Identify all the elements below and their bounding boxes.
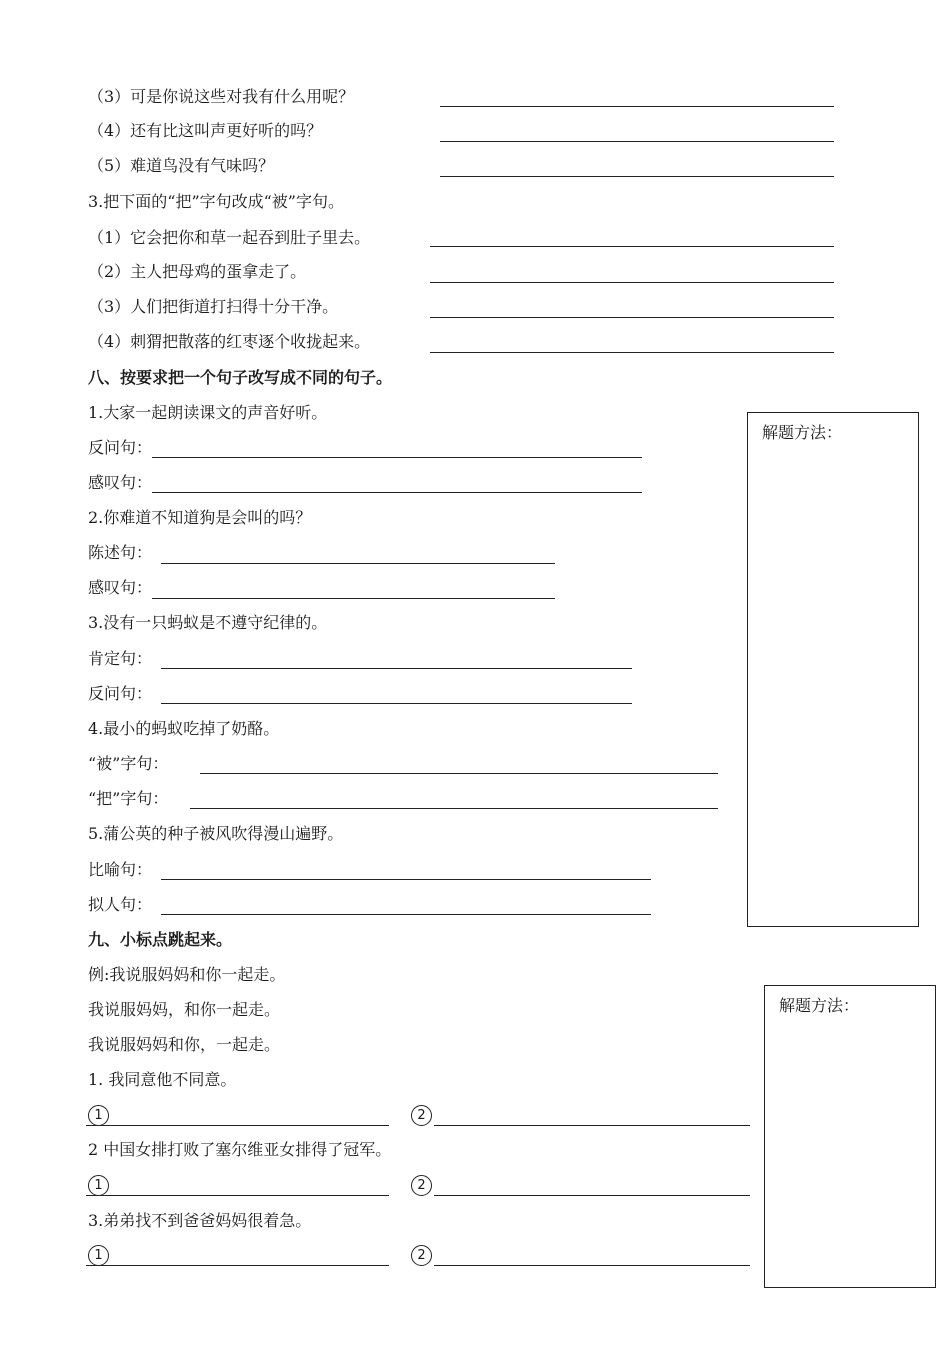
s9-q1-text: 1. 我同意他不同意。 (88, 1070, 237, 1089)
s8-q4-line-b[interactable] (190, 808, 718, 809)
s9-q3-text: 3.弟弟找不到爸爸妈妈很着急。 (88, 1211, 312, 1230)
circled-1-marker: 1 (88, 1175, 109, 1196)
s8-q2-label-a: 陈述句： (88, 543, 153, 562)
s8-q4-label-b: “把”字句： (88, 789, 169, 808)
answer-line-q2-4[interactable] (440, 141, 834, 142)
q2-item-5: （5）难道鸟没有气味吗？ (88, 156, 275, 175)
circled-2-marker: 2 (411, 1245, 432, 1266)
q3-item-4: （4）刺猬把散落的红枣逐个收拢起来。 (88, 332, 371, 351)
answer-line-q3-3[interactable] (430, 317, 834, 318)
example-line-3: 我说服妈妈和你，一起走。 (88, 1035, 281, 1054)
s8-q3-label-b: 反问句： (88, 684, 153, 703)
s9-q1-line-1[interactable] (86, 1125, 389, 1126)
q3-item-2: （2）主人把母鸡的蛋拿走了。 (88, 262, 307, 281)
answer-line-q3-4[interactable] (430, 352, 834, 353)
s8-q5-line-b[interactable] (161, 914, 651, 915)
circled-2-marker: 2 (411, 1105, 432, 1126)
q2-item-3: （3）可是你说这些对我有什么用呢？ (88, 87, 355, 106)
method-box-9[interactable] (764, 985, 936, 1288)
s8-q2-label-b: 感叹句： (88, 578, 153, 597)
s8-q1-line-b[interactable] (152, 492, 642, 493)
s8-q4-label-a: “被”字句： (88, 754, 169, 773)
q3-title: 3.把下面的“把”字句改成“被”字句。 (88, 192, 344, 211)
s8-q1-label-a: 反问句： (88, 438, 153, 457)
s9-q3-line-2[interactable] (434, 1265, 750, 1266)
s9-q3-line-1[interactable] (86, 1265, 389, 1266)
s8-q3-line-b[interactable] (161, 703, 632, 704)
q3-item-1: （1）它会把你和草一起吞到肚子里去。 (88, 228, 371, 247)
s8-q2-text: 2.你难道不知道狗是会叫的吗？ (88, 508, 312, 527)
q2-item-4: （4）还有比这叫声更好听的吗？ (88, 121, 323, 140)
method-box-8[interactable] (747, 412, 919, 927)
method-label: 解题方法： (762, 423, 843, 442)
answer-line-q3-1[interactable] (430, 246, 834, 247)
answer-line-q3-2[interactable] (430, 282, 834, 283)
circled-1-marker: 1 (88, 1245, 109, 1266)
q3-item-3: （3）人们把街道打扫得十分干净。 (88, 297, 339, 316)
s8-q1-text: 1.大家一起朗读课文的声音好听。 (88, 403, 328, 422)
circled-1-marker: 1 (88, 1105, 109, 1126)
s8-q5-label-b: 拟人句： (88, 895, 153, 914)
section-8-heading: 八、按要求把一个句子改写成不同的句子。 (88, 368, 393, 387)
s9-q2-text: 2 中国女排打败了塞尔维亚女排得了冠军。 (88, 1140, 392, 1159)
s8-q5-line-a[interactable] (161, 879, 651, 880)
s8-q4-text: 4.最小的蚂蚁吃掉了奶酪。 (88, 719, 280, 738)
example-line-1: 例:我说服妈妈和你一起走。 (88, 965, 286, 984)
s8-q3-text: 3.没有一只蚂蚁是不遵守纪律的。 (88, 613, 328, 632)
s8-q3-line-a[interactable] (161, 668, 632, 669)
s8-q1-label-b: 感叹句： (88, 473, 153, 492)
s9-q2-line-2[interactable] (434, 1195, 750, 1196)
s8-q3-label-a: 肯定句： (88, 649, 153, 668)
s8-q1-line-a[interactable] (152, 457, 642, 458)
answer-line-q2-3[interactable] (440, 106, 834, 107)
s8-q5-text: 5.蒲公英的种子被风吹得漫山遍野。 (88, 824, 344, 843)
example-line-2: 我说服妈妈，和你一起走。 (88, 1000, 281, 1019)
method-label: 解题方法： (779, 996, 860, 1015)
section-9-heading: 九、小标点跳起来。 (88, 930, 233, 949)
s8-q2-line-b[interactable] (152, 598, 555, 599)
circled-2-marker: 2 (411, 1175, 432, 1196)
s8-q2-line-a[interactable] (161, 563, 555, 564)
s9-q2-line-1[interactable] (86, 1195, 389, 1196)
answer-line-q2-5[interactable] (440, 176, 834, 177)
s8-q5-label-a: 比喻句： (88, 860, 153, 879)
s8-q4-line-a[interactable] (200, 773, 718, 774)
s9-q1-line-2[interactable] (434, 1125, 750, 1126)
